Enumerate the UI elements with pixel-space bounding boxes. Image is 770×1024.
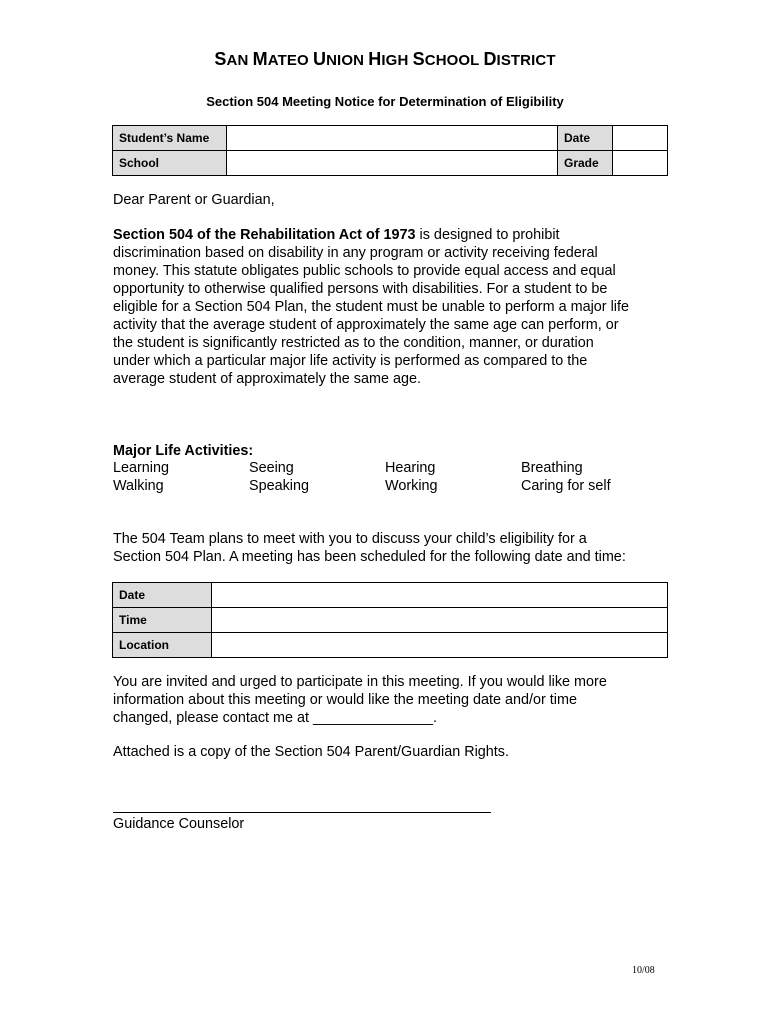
activity-item: Working [385, 478, 438, 494]
intro-line-8: under which a particular major life activity is performed as compared to the [113, 353, 588, 369]
meeting-intro-line-1: The 504 Team plans to meet with you to discuss your child’s eligibility for a [113, 531, 587, 547]
intro-line-7: the student is significantly restricted as to the condition, manner, or duration [113, 335, 594, 351]
meeting-intro-line-2: Section 504 Plan. A meeting has been scheduled for the following date and time: [113, 549, 626, 565]
activity-item: Breathing [521, 460, 583, 476]
intro-line-1 [113, 226, 673, 244]
major-life-activities-heading: Major Life Activities: [113, 443, 254, 459]
title-cap-3: U [313, 49, 327, 69]
form-subtitle: Section 504 Meeting Notice for Determination of Eligibility [206, 94, 564, 109]
meeting-time-field[interactable] [212, 608, 668, 633]
signature-title: Guidance Counselor [113, 816, 245, 832]
meeting-details-table [112, 582, 668, 658]
title-rest-3: NION [326, 52, 369, 69]
meeting-intro [113, 530, 673, 566]
student-info-row-1 [113, 126, 668, 151]
invite-line-2: information about this meeting or would like the meeting date and/or time [113, 692, 577, 708]
title-cap-2: M [252, 49, 268, 69]
title-rest-4: IGH [381, 52, 413, 69]
title-rest-6: ISTRICT [496, 52, 556, 69]
title-rest-2: ATEO [267, 52, 314, 69]
date-label: Date [558, 126, 613, 151]
invite-line-1: You are invited and urged to participate in this meeting. If you would like more [113, 674, 607, 690]
meeting-location-label: Location [113, 633, 212, 658]
attached-note: Attached is a copy of the Section 504 Parent/Guardian Rights. [113, 744, 509, 760]
signature-line[interactable] [113, 812, 491, 813]
intro-line-4: opportunity to otherwise qualified persons with disabilities. For a student to be [113, 281, 608, 297]
grade-label: Grade [558, 151, 613, 176]
activity-item: Caring for self [521, 478, 611, 494]
district-title [0, 49, 770, 71]
student-info-row-2 [113, 151, 668, 176]
meeting-date-label: Date [113, 583, 212, 608]
intro-paragraph [113, 226, 673, 388]
intro-line-9: average student of approximately the same age. [113, 371, 421, 387]
student-name-field[interactable] [227, 126, 558, 151]
intro-line-2: discrimination based on disability in any program or activity receiving federal [113, 245, 598, 261]
date-field[interactable] [613, 126, 668, 151]
intro-line-6: activity that the average student of approximately the same age can perform, or [113, 317, 619, 333]
school-field[interactable] [227, 151, 558, 176]
student-info-table [112, 125, 668, 176]
student-name-label: Student’s Name [113, 126, 227, 151]
title-rest-5: CHOOL [424, 52, 484, 69]
school-label: School [113, 151, 227, 176]
activity-item: Learning [113, 460, 170, 476]
meeting-row-date [113, 583, 668, 608]
intro-line-5: eligible for a Section 504 Plan, the student must be unable to perform a major life [113, 299, 629, 315]
meeting-row-time [113, 608, 668, 633]
activity-item: Seeing [249, 460, 294, 476]
activity-item: Speaking [249, 478, 310, 494]
invitation-paragraph [113, 673, 673, 727]
meeting-time-label: Time [113, 608, 212, 633]
activity-item: Walking [113, 478, 164, 494]
act-name: Section 504 of the Rehabilitation Act of 1973 [113, 227, 416, 243]
meeting-row-location [113, 633, 668, 658]
greeting: Dear Parent or Guardian, [113, 192, 275, 208]
meeting-date-field[interactable] [212, 583, 668, 608]
intro-line-1-rest: is designed to prohibit [415, 227, 560, 243]
title-cap-6: D [483, 49, 497, 69]
activity-item: Hearing [385, 460, 436, 476]
meeting-location-field[interactable] [212, 633, 668, 658]
title-cap-1: S [214, 49, 227, 69]
title-cap-4: H [368, 49, 382, 69]
title-cap-5: S [412, 49, 425, 69]
title-rest-1: AN [226, 52, 253, 69]
invite-line-3: changed, please contact me at _______________. [113, 710, 438, 726]
major-life-activities-list [113, 459, 673, 495]
grade-field[interactable] [613, 151, 668, 176]
revision-date: 10/08 [632, 965, 655, 976]
intro-line-3: money. This statute obligates public schools to provide equal access and equal [113, 263, 616, 279]
